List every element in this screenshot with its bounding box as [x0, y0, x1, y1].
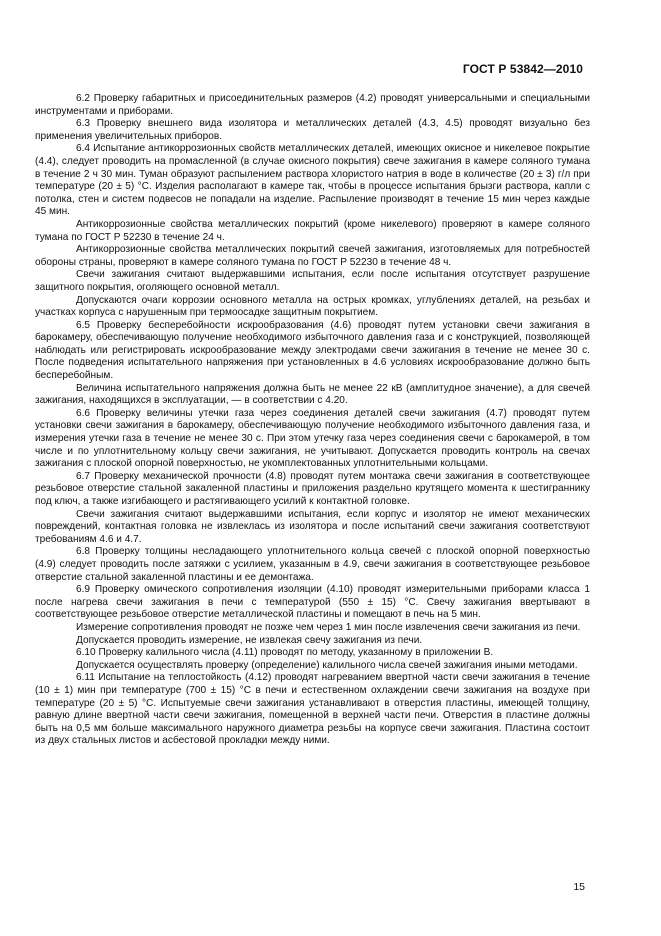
paragraph: 6.5 Проверку бесперебойности искрообразования (4.6) проводят путем установки свечи зажигания в барокамеру, обеспечивающую получение необходимого избыточного давления газа и с конструкцией, позволяющей наблюдать или регистрировать искрообразование между электродами свечи зажигания в течение не менее 30 с. После подведения испытательного напряжения при установленных в 4.6 условиях искрообразование должно быть бесперебойным.: [35, 319, 590, 382]
document-body: [35, 93, 590, 748]
paragraph: Антикоррозионные свойства металлических покрытий свечей зажигания, изготовляемых для потребностей обороны страны, проверяют в камере соляного тумана по ГОСТ Р 52230 в течение 48 ч.: [35, 244, 590, 268]
paragraph: 6.7 Проверку механической прочности (4.8) проводят путем монтажа свечи зажигания в соответствующее резьбовое отверстие стальной закаленной пластины и приложения раздельно крутящего момента к шестиграннику под ключ, а также изгибающего и растягивающего усилий к контактной головке.: [35, 470, 590, 507]
paragraph: 6.6 Проверку величины утечки газа через соединения деталей свечи зажигания (4.7) проводят путем установки свечи зажигания в барокамеру, обеспечивающую получение необходимого избыточного давления газа, и измерения утечки газа в течение не менее 30 с. При этом утечку газа через соединения свечи с барокамерой, в том числе и по уплотнительному кольцу свечи зажигания, не учитывают. Допускается проводить контроль на свечах зажигания с плоской опорной поверхностью, не укомплектованных уплотнительными кольцами.: [35, 407, 590, 470]
paragraph: Величина испытательного напряжения должна быть не менее 22 кВ (амплитудное значение), а для свечей зажигания, находящихся в эксплуатации, — в соответствии с 4.20.: [35, 382, 590, 407]
paragraph: 6.2 Проверку габаритных и присоединительных размеров (4.2) проводят универсальными и специальными инструментами и приборами.: [35, 93, 590, 117]
paragraph: Допускается проводить измерение, не извлекая свечу зажигания из печи.: [76, 634, 423, 646]
paragraph: Допускаются очаги коррозии основного металла на острых кромках, углублениях деталей, на резьбах и участках корпуса с нарушенным при термоосадке защитным покрытием.: [35, 294, 590, 319]
paragraph: 6.8 Проверку толщины несладающего уплотнительного кольца свечей с плоской опорной поверхностью (4.9) следует проводить после затяжки с усилием, указанным в 4.9, свечи зажигания в соответствующее резьбовое отверстие стальной закаленной пластины и ее демонтажа.: [35, 546, 590, 583]
paragraph: Свечи зажигания считают выдержавшими испытания, если после испытания отсутствует разрушение защитного покрытия, оголяющего основной металл.: [35, 269, 590, 293]
paragraph: Свечи зажигания считают выдержавшими испытания, если корпус и изолятор не имеют механических повреждений, контактная головка не извлеклась из изолятора и после испытаний свечи зажигания соответствуют требованиям 4.6 и 4.7.: [35, 508, 590, 545]
paragraph: 6.10 Проверку калильного числа (4.11) проводят по методу, указанному в приложении В.: [76, 647, 494, 659]
paragraph: Измерение сопротивления проводят не позже чем через 1 мин после извлечения свечи зажигания из печи.: [76, 621, 581, 633]
paragraph: 6.3 Проверку внешнего вида изолятора и металлических деталей (4.3, 4.5) проводят визуально без применения увеличительных приборов.: [35, 118, 590, 142]
paragraph: 6.9 Проверку омического сопротивления изоляции (4.10) проводят измерительными приборами класса 1 после нагрева свечи зажигания в печи с температурой (550 ± 15) °С. Свечу зажигания ввертывают в соответствующее резьбовое отверстие металлической пластины и помещают в печь на 5 мин.: [35, 584, 590, 621]
paragraph: Антикоррозионные свойства металлических покрытий (кроме никелевого) проверяют в камере соляного тумана по ГОСТ Р 52230 в течение 24 ч.: [35, 218, 590, 243]
standard-header: ГОСТ Р 53842—2010: [462, 62, 583, 76]
page-number: 15: [573, 881, 585, 893]
paragraph: Допускается осуществлять проверку (определение) калильного числа свечей зажигания иными методами.: [76, 659, 578, 671]
paragraph: 6.11 Испытание на теплостойкость (4.12) проводят нагреванием ввертной части свечи зажигания в течение (10 ± 1) мин при температуре (700 ± 15) °С в печи и естественном охлаждении свечи зажигания на воздухе при температуре (20 ± 5) °С. Испытуемые свечи зажигания устанавливают в отверстия пластины, имеющей толщину, равную длине ввертной части свечи зажигания, помещенной в верхней части печи. Отверстия в пластине должны быть на 0,5 мм больше максимального наружного диаметра резьбы на корпусе свечи зажигания. Пластина состоит из двух стальных листов и асбестовой прокладки между ними.: [35, 672, 590, 747]
paragraph: 6.4 Испытание антикоррозионных свойств металлических деталей, имеющих окисное и никелевое покрытие (4.4), следует проводить на промасленной (в случае окисного покрытия) свече зажигания в камере соляного тумана в течение 2 ч 30 мин. Туман образуют распылением раствора хлористого натрия в воде в количестве (20 ± 3) г/л при температуре (20 ± 5) °С. Изделия располагают в камере так, чтобы в процессе испытания брызги раствора, капли с потолка, стен и систем подвесов не попадали на изделие. Распыление производят в течение 15 мин через каждые 45 мин.: [35, 143, 590, 218]
